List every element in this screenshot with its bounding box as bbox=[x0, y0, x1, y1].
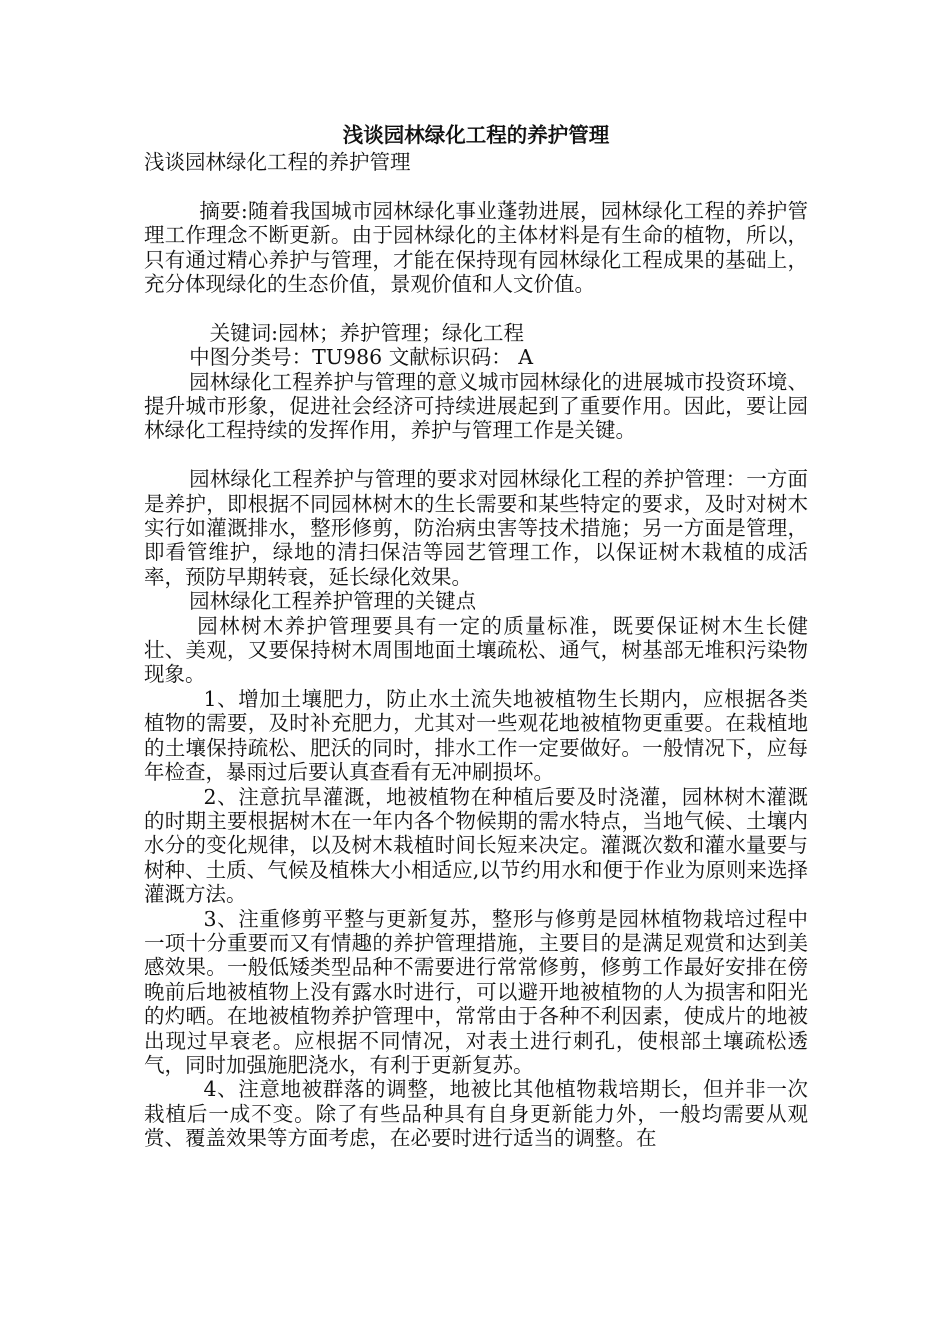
body-paragraph-requirements: 园林绿化工程养护与管理的要求对园林绿化工程的养护管理：一方面是养护，即根据不同园林树木的生长需要和某些特定的要求，及时对树木实行如灌溉排水，整形修剪，防治病虫害等技术措施；另一方面是管理，即看管维护，绿地的清扫保洁等园艺管理工作，以保证树木栽植的成活率，预防早期转衰，延长绿化效果。 bbox=[144, 467, 808, 589]
blank-line bbox=[144, 296, 808, 320]
body-paragraph-quality-standard: 园林树木养护管理要具有一定的质量标准，既要保证树木生长健壮、美观，又要保持树木周围地面土壤疏松、通气，树基部无堆积污染物现象。 bbox=[144, 613, 808, 687]
document-page bbox=[144, 120, 808, 1151]
list-item-community-adjustment: 4、注意地被群落的调整，地被比其他植物栽培期长，但并非一次栽植后一成不变。除了有些品种具有自身更新能力外，一般均需要从观赏、覆盖效果等方面考虑，在必要时进行适当的调整。在 bbox=[144, 1077, 808, 1151]
list-item-soil-fertility: 1、增加土壤肥力，防止水土流失地被植物生长期内，应根据各类植物的需要，及时补充肥力，尤其对一些观花地被植物更重要。在栽植地的土壤保持疏松、肥沃的同时，排水工作一定要做好。一般情况下，应每年检查，暴雨过后要认真查看有无冲刷损坏。 bbox=[144, 686, 808, 785]
list-item-pruning: 3、注重修剪平整与更新复苏，整形与修剪是园林植物栽培过程中一项十分重要而又有情趣的养护管理措施，主要目的是满足观赏和达到美感效果。一般低矮类型品种不需要进行常常修剪，修剪工作最好安排在傍晚前后地被植物上没有露水时进行，可以避开地被植物的人为损害和阳光的灼晒。在地被植物养护管理中，常常由于各种不利因素，使成片的地被出现过早衰老。应根据不同情况，对表土进行刺孔，使根部土壤疏松透气，同时加强施肥浇水，有利于更新复苏。 bbox=[144, 906, 808, 1077]
classification-line: 中图分类号：TU986 文献标识码： A bbox=[189, 345, 534, 370]
list-item-irrigation: 2、注意抗旱灌溉，地被植物在种植后要及时浇灌，园林树木灌溉的时期主要根据树木在一年内各个物候期的需水特点，当地气候、土壤内水分的变化规律，以及树木栽植时间长短来决定。灌溉次数和灌水量要与树种、土质、气候及植株大小相适应,以节约用水和便于作业为原则来选择灌溉方法。 bbox=[144, 784, 808, 907]
section-heading-key-points: 园林绿化工程养护管理的关键点 bbox=[189, 589, 477, 614]
document-title: 浅谈园林绿化工程的养护管理 bbox=[342, 123, 610, 147]
blank-line bbox=[144, 174, 808, 198]
body-paragraph-significance: 园林绿化工程养护与管理的意义城市园林绿化的进展城市投资环境、提升城市形象，促进社会经济可持续进展起到了重要作用。因此，要让园林绿化工程持续的发挥作用，养护与管理工作是关键。 bbox=[144, 369, 808, 443]
document-subtitle: 浅谈园林绿化工程的养护管理 bbox=[144, 150, 411, 174]
abstract-paragraph: 摘要:随着我国城市园林绿化事业蓬勃进展，园林绿化工程的养护管理工作理念不断更新。由于园林绿化的主体材料是有生命的植物，所以，只有通过精心养护与管理，才能在保持现有园林绿化工程成果的基础上，充分体现绿化的生态价值，景观价值和人文价值。 bbox=[144, 198, 808, 297]
blank-line bbox=[144, 443, 808, 467]
keywords-line: 关键词:园林；养护管理；绿化工程 bbox=[209, 320, 524, 345]
